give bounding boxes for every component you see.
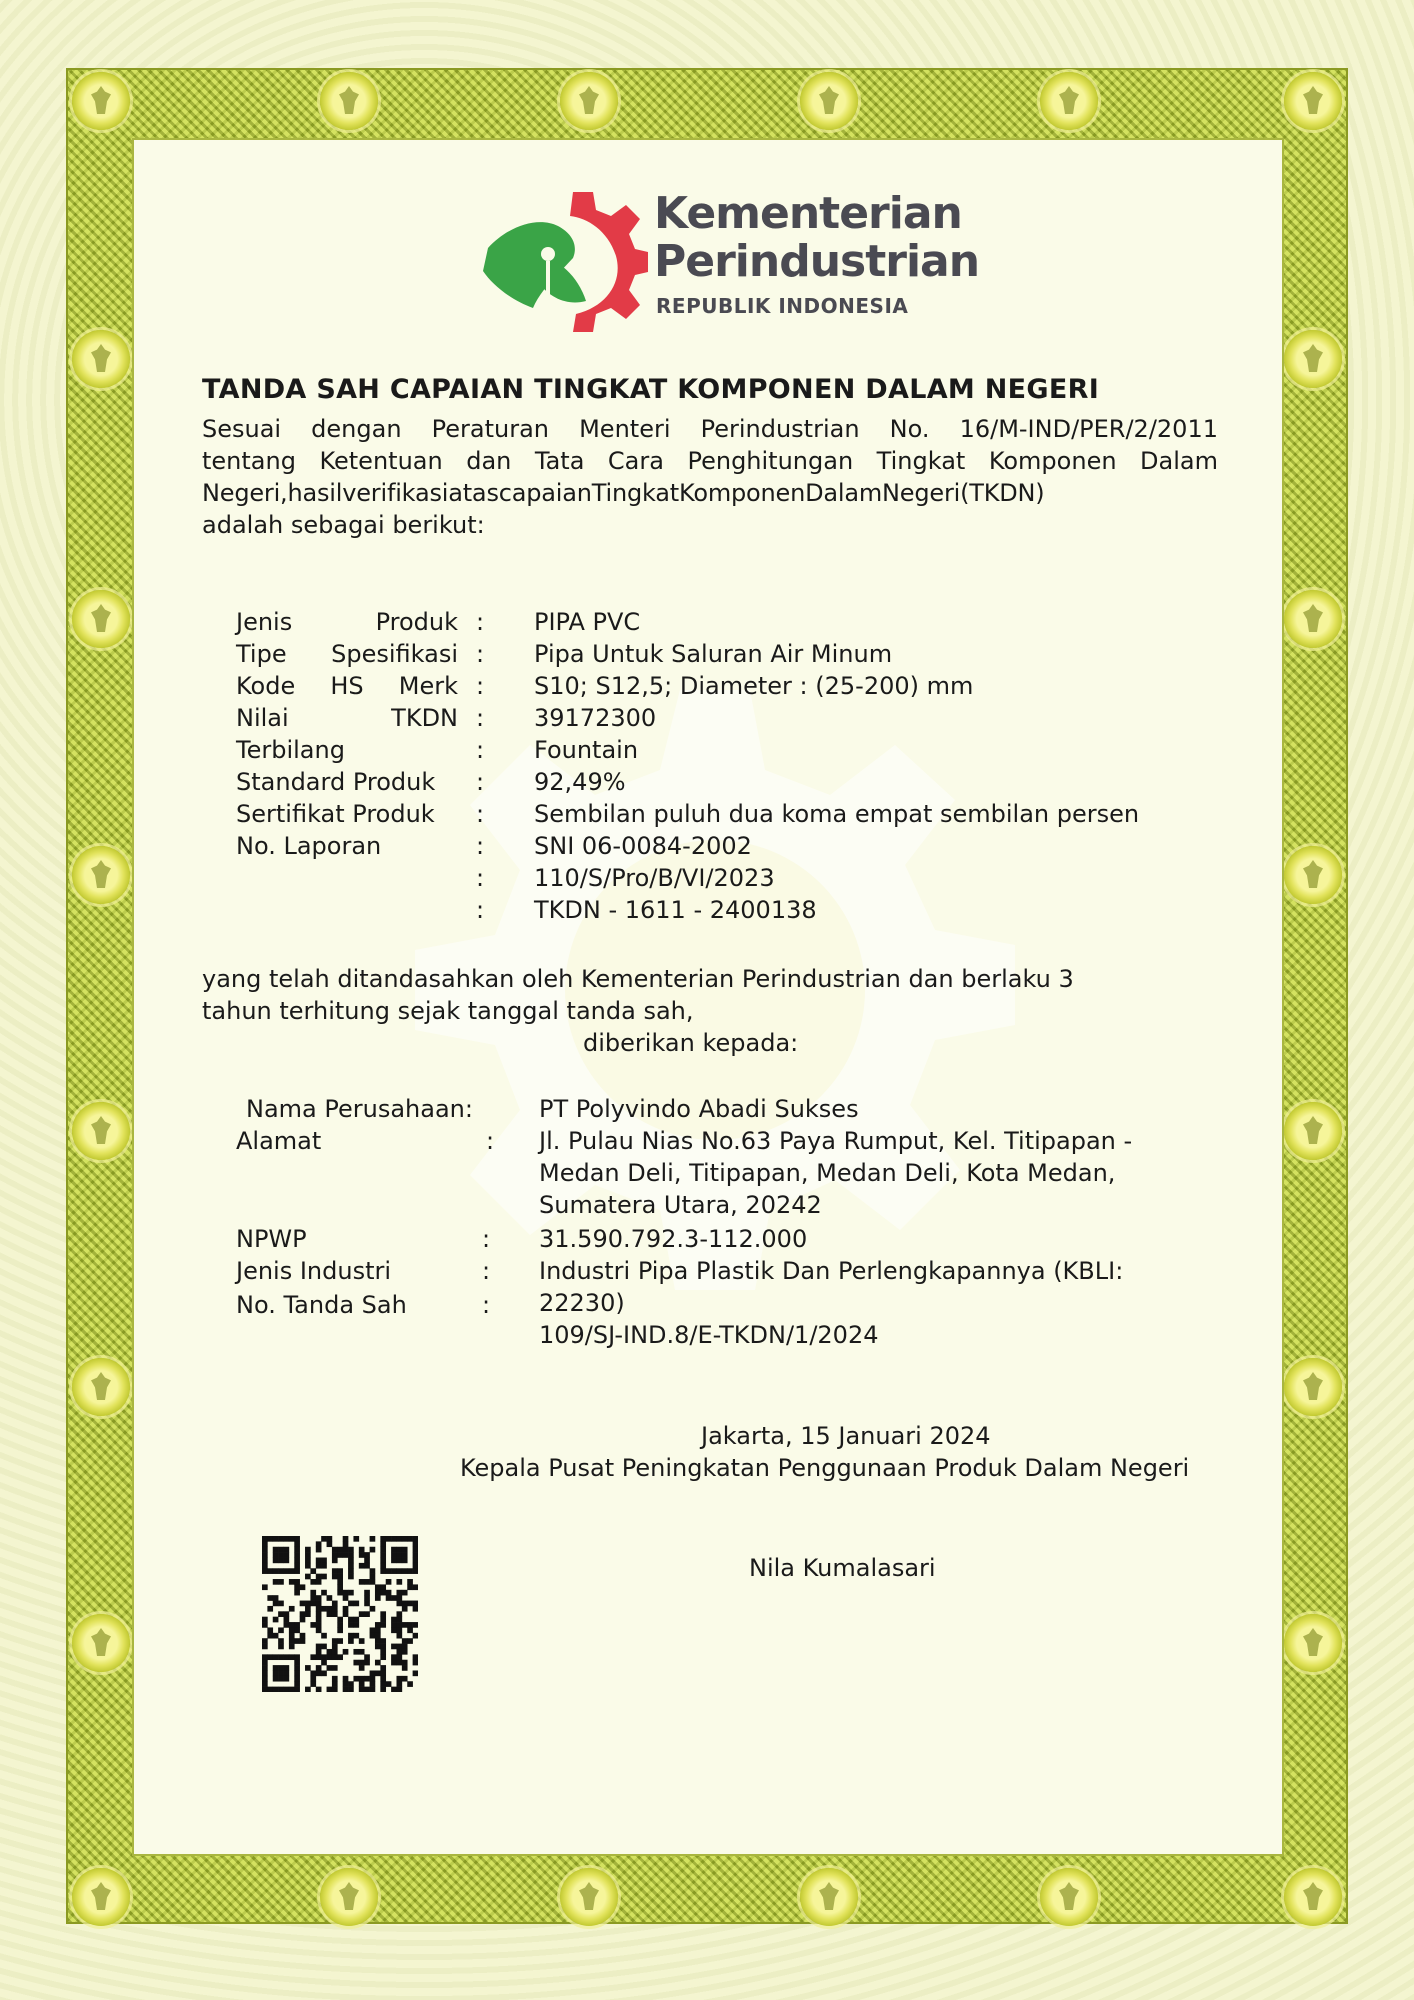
garuda-seal-icon bbox=[72, 1614, 130, 1672]
garuda-seal-icon bbox=[72, 846, 130, 904]
industry-line-2: 22230) bbox=[539, 1289, 625, 1317]
product-colon: : bbox=[476, 832, 485, 860]
signer-name: Nila Kumalasari bbox=[749, 1554, 936, 1582]
product-colon: : bbox=[476, 896, 485, 924]
product-value: Sembilan puluh dua koma empat sembilan persen bbox=[534, 800, 1140, 828]
product-value: 92,49% bbox=[534, 768, 626, 796]
garuda-seal-icon bbox=[560, 72, 618, 130]
garuda-seal-icon bbox=[72, 1868, 130, 1926]
product-label: Jenis Produk bbox=[236, 608, 458, 636]
garuda-seal-icon bbox=[72, 1358, 130, 1416]
garuda-seal-icon bbox=[1040, 72, 1098, 130]
garuda-seal-icon bbox=[320, 1868, 378, 1926]
product-colon: : bbox=[476, 672, 485, 700]
cert-label: No. Tanda Sah bbox=[236, 1291, 407, 1319]
product-label: Kode HS Merk bbox=[236, 672, 458, 700]
garuda-seal-icon bbox=[1284, 846, 1342, 904]
given-to: diberikan kepada: bbox=[583, 1029, 799, 1057]
product-label: Sertifikat Produk bbox=[236, 800, 435, 828]
product-colon: : bbox=[476, 768, 485, 796]
product-value: Fountain bbox=[534, 736, 639, 764]
product-value: TKDN - 1611 - 2400138 bbox=[534, 896, 817, 924]
gear-leaf-icon bbox=[478, 186, 648, 336]
garuda-seal-icon bbox=[320, 72, 378, 130]
industry-label: Jenis Industri bbox=[236, 1257, 392, 1285]
product-colon: : bbox=[476, 704, 485, 732]
garuda-seal-icon bbox=[72, 330, 130, 388]
validity-line-1: yang telah ditandasahkan oleh Kementerian Perindustrian dan berlaku 3 bbox=[202, 965, 1074, 993]
company-name-label: Nama Perusahaan: bbox=[246, 1095, 473, 1123]
product-colon: : bbox=[476, 800, 485, 828]
intro-line-1: Sesuai dengan Peraturan Menteri Perindustrian No. 16/M-IND/PER/2/2011 bbox=[202, 415, 1218, 443]
signer-position: Kepala Pusat Peningkatan Penggunaan Produk Dalam Negeri bbox=[460, 1454, 1190, 1482]
industry-colon: : bbox=[482, 1257, 491, 1285]
garuda-seal-icon bbox=[72, 72, 130, 130]
product-colon: : bbox=[476, 736, 485, 764]
garuda-seal-icon bbox=[1284, 1614, 1342, 1672]
product-label: No. Laporan bbox=[236, 832, 382, 860]
product-colon: : bbox=[476, 640, 485, 668]
address-line-1: Jl. Pulau Nias No.63 Paya Rumput, Kel. Titipapan - bbox=[539, 1127, 1133, 1155]
garuda-seal-icon bbox=[1284, 1358, 1342, 1416]
garuda-seal-icon bbox=[560, 1868, 618, 1926]
industry-line-1: Industri Pipa Plastik Dan Perlengkapannya (KBLI: bbox=[539, 1257, 1124, 1285]
intro-line-4: adalah sebagai berikut: bbox=[202, 511, 485, 539]
address-colon: : bbox=[486, 1127, 495, 1155]
product-value: Pipa Untuk Saluran Air Minum bbox=[534, 640, 893, 668]
npwp-value: 31.590.792.3-112.000 bbox=[539, 1225, 808, 1253]
garuda-seal-icon bbox=[1284, 72, 1342, 130]
intro-line-2: tentang Ketentuan dan Tata Cara Penghitungan Tingkat Komponen Dalam bbox=[202, 447, 1218, 475]
garuda-seal-icon bbox=[1284, 330, 1342, 388]
garuda-seal-icon bbox=[1284, 590, 1342, 648]
qr-code[interactable] bbox=[262, 1536, 418, 1692]
cert-colon: : bbox=[482, 1291, 491, 1319]
document-title: TANDA SAH CAPAIAN TINGKAT KOMPONEN DALAM NEGERI bbox=[202, 374, 1100, 405]
cert-value: 109/SJ-IND.8/E-TKDN/1/2024 bbox=[539, 1321, 879, 1349]
garuda-seal-icon bbox=[1040, 1868, 1098, 1926]
garuda-seal-icon bbox=[1284, 1102, 1342, 1160]
product-colon: : bbox=[476, 608, 485, 636]
ministry-logo bbox=[478, 186, 980, 336]
product-value: 39172300 bbox=[534, 704, 657, 732]
product-colon: : bbox=[476, 864, 485, 892]
garuda-seal-icon bbox=[800, 72, 858, 130]
intro-paragraph bbox=[202, 413, 1218, 541]
address-label: Alamat bbox=[236, 1127, 322, 1155]
address-line-2: Medan Deli, Titipapan, Medan Deli, Kota Medan, bbox=[539, 1159, 1116, 1187]
npwp-colon: : bbox=[482, 1225, 491, 1253]
place-date: Jakarta, 15 Januari 2024 bbox=[701, 1422, 991, 1450]
logo-line-1: Kementerian bbox=[654, 188, 962, 239]
product-value: 110/S/Pro/B/VI/2023 bbox=[534, 864, 775, 892]
logo-line-3: REPUBLIK INDONESIA bbox=[656, 294, 909, 318]
product-label: Terbilang bbox=[236, 736, 345, 764]
garuda-seal-icon bbox=[1284, 1868, 1342, 1926]
validity-line-2: tahun terhitung sejak tanggal tanda sah, bbox=[202, 997, 694, 1025]
intro-line-3: Negeri,hasilverifikasiatascapaianTingkatKomponenDalamNegeri(TKDN) bbox=[202, 479, 1045, 507]
product-label: Tipe Spesifikasi bbox=[236, 640, 458, 668]
npwp-label: NPWP bbox=[236, 1225, 307, 1253]
garuda-seal-icon bbox=[800, 1868, 858, 1926]
garuda-seal-icon bbox=[72, 1102, 130, 1160]
logo-line-2: Perindustrian bbox=[654, 236, 980, 287]
garuda-seal-icon bbox=[72, 590, 130, 648]
company-name-value: PT Polyvindo Abadi Sukses bbox=[539, 1095, 859, 1123]
product-value: SNI 06-0084-2002 bbox=[534, 832, 752, 860]
address-line-3: Sumatera Utara, 20242 bbox=[539, 1191, 822, 1219]
product-label: Standard Produk bbox=[236, 768, 436, 796]
product-value: S10; S12,5; Diameter : (25-200) mm bbox=[534, 672, 974, 700]
product-label: Nilai TKDN bbox=[236, 704, 458, 732]
product-value: PIPA PVC bbox=[534, 608, 641, 636]
